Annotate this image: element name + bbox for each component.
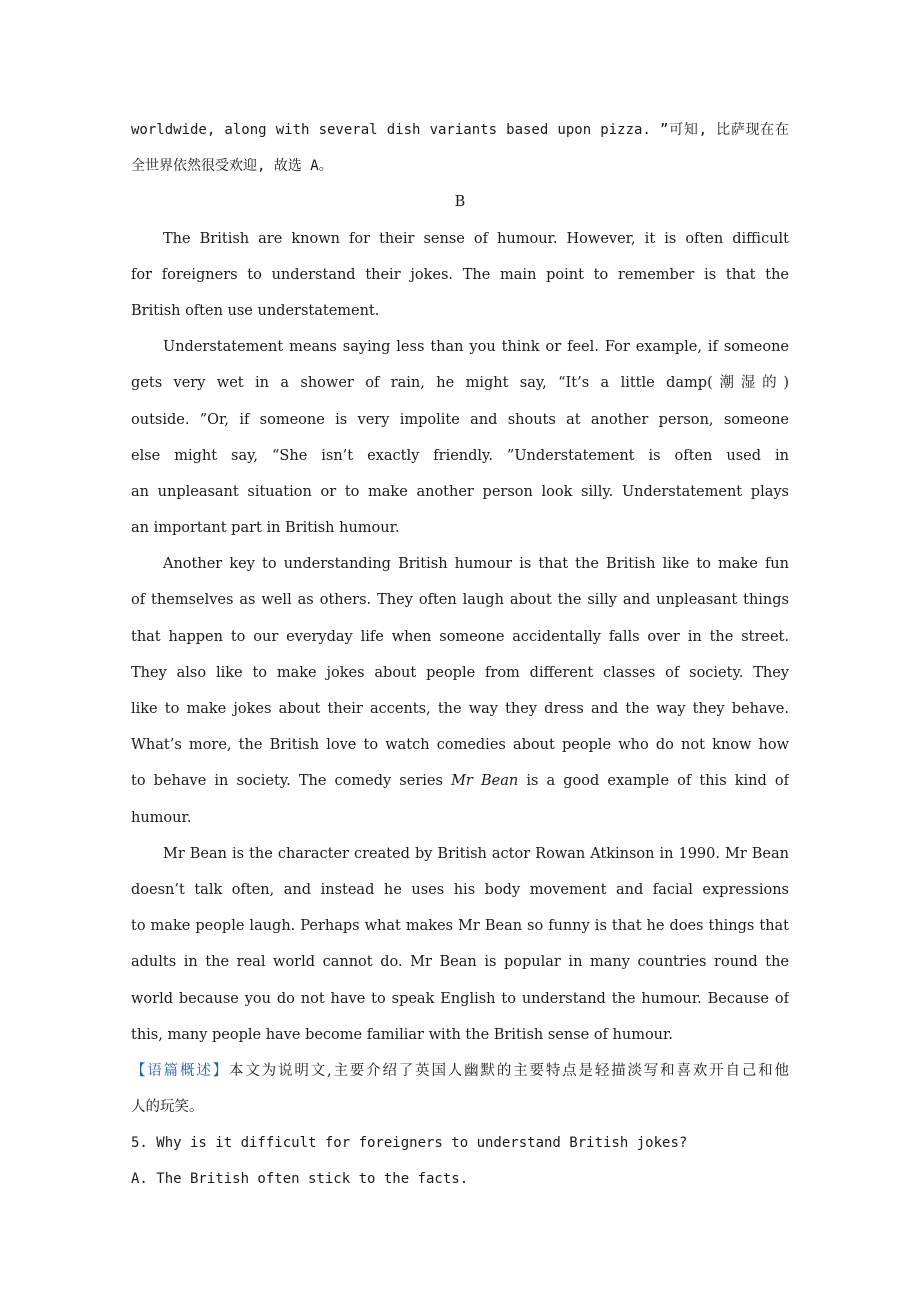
option-a: A. The British often stick to the facts. bbox=[131, 1171, 469, 1188]
text-line: British often use understatement. bbox=[131, 302, 380, 319]
text-line: for foreigners to understand their jokes. The main point to remember is that the bbox=[131, 266, 789, 283]
text-line: adults in the real world cannot do. Mr Bean is popular in many countries round the bbox=[131, 954, 789, 971]
summary-tag: 【语篇概述】 bbox=[131, 1062, 230, 1079]
summary-line-2: 人的玩笑。 bbox=[131, 1099, 204, 1116]
text-line: world because you do not have to speak English to understand the humour. Because of bbox=[131, 990, 789, 1007]
text-line: outside. ”Or, if someone is very impolite and shouts at another person, someone bbox=[131, 411, 789, 428]
text-line: an unpleasant situation or to make another person look silly. Understatement plays bbox=[131, 483, 789, 500]
paragraph-3 bbox=[131, 546, 789, 836]
text-line: this, many people have become familiar with the British sense of humour. bbox=[131, 1026, 673, 1043]
paragraph-4 bbox=[131, 836, 789, 1053]
text-line: else might say, “She isn’t exactly friendly. ”Understatement is often used in bbox=[131, 447, 789, 464]
text-line: Mr Bean is the character created by British actor Rowan Atkinson in 1990. Mr Bean bbox=[163, 845, 789, 862]
paragraph-2 bbox=[131, 329, 789, 546]
document-page bbox=[131, 112, 789, 1198]
prev-answer-line-1: worldwide, along with several dish variants based upon pizza. ”可知, 比萨现在在 bbox=[131, 122, 789, 138]
text-line: humour. bbox=[131, 809, 192, 826]
summary-text: 本文为说明文,主要介绍了英国人幽默的主要特点是轻描淡写和喜欢开自己和他 bbox=[229, 1062, 789, 1079]
text-span: to behave in society. The comedy series bbox=[131, 773, 443, 790]
text-line: doesn’t talk often, and instead he uses his body movement and facial expressions bbox=[131, 881, 789, 898]
text-line: to make people laugh. Perhaps what makes Mr Bean so funny is that he does things that bbox=[131, 918, 789, 935]
text-line: of themselves as well as others. They often laugh about the silly and unpleasant things bbox=[131, 592, 789, 609]
text-line: an important part in British humour. bbox=[131, 520, 400, 537]
text-line: Another key to understanding British humour is that the British like to make fun bbox=[163, 556, 789, 573]
paragraph-1 bbox=[131, 221, 789, 330]
text-line: They also like to make jokes about people from different classes of society. They bbox=[131, 664, 789, 681]
text-line-with-title bbox=[131, 763, 789, 799]
text-span: is a good example of this kind of bbox=[526, 773, 789, 790]
text-line: that happen to our everyday life when someone accidentally falls over in the street. bbox=[131, 628, 789, 645]
text-line: like to make jokes about their accents, the way they dress and the way they behave. bbox=[131, 701, 789, 717]
text-line: The British are known for their sense of humour. However, it is often difficult bbox=[163, 230, 789, 247]
prev-answer-line-2: 全世界依然很受欢迎, 故选 A。 bbox=[131, 158, 333, 175]
question-5: 5. Why is it difficult for foreigners to understand British jokes? bbox=[131, 1135, 688, 1152]
section-label: B bbox=[454, 194, 466, 211]
text-line: What’s more, the British love to watch comedies about people who do not know how bbox=[131, 737, 789, 754]
show-title: Mr Bean bbox=[451, 773, 519, 790]
summary-line-1 bbox=[131, 1053, 789, 1089]
text-line: Understatement means saying less than you think or feel. For example, if someone bbox=[163, 339, 789, 356]
text-line: gets very wet in a shower of rain, he might say, “It’s a little damp(潮湿的) bbox=[131, 375, 789, 392]
